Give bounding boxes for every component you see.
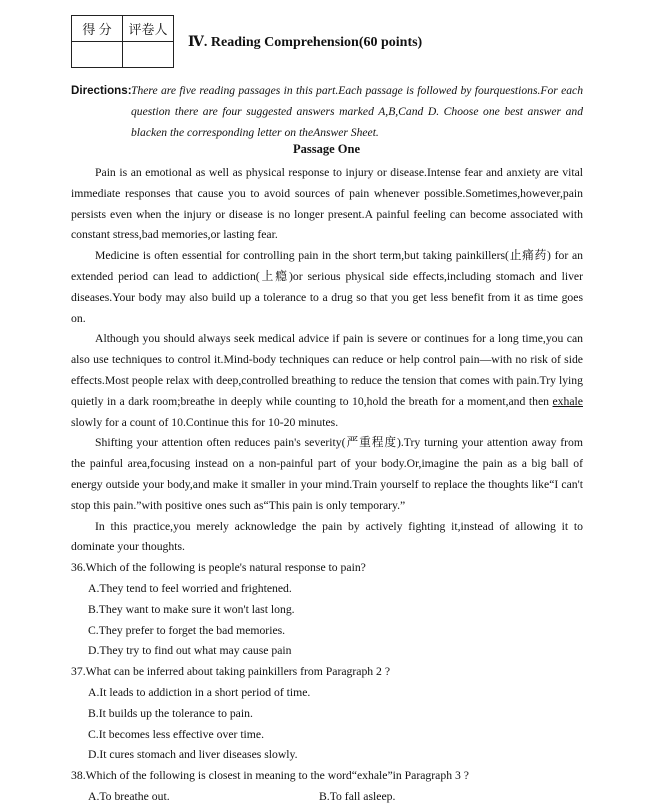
paragraph-1: Pain is an emotional as well as physical response to injury or disease.Intense fear and anxiety are vital immediate responses that cause you to avoid sources of pain whenever possible.Sometimes,however,pain persists even when the injury or disease is no longer present.A painful feeling can become associated with constant stress,bad memories,or lasting fear. <box>71 166 583 242</box>
question-38-option-a: A.To breathe out. <box>88 789 170 803</box>
score-cell <box>72 42 123 68</box>
question-37-stem: 37.What can be inferred about taking painkillers from Paragraph 2 ? <box>71 665 391 679</box>
question-36-option-c: C.They prefer to forget the bad memories. <box>88 623 286 637</box>
paragraph-3 <box>71 329 583 433</box>
paragraph-3-after: slowly for a count of 10.Continue this for 10-20 minutes. <box>71 415 339 429</box>
grader-label: 评卷人 <box>123 16 174 42</box>
question-37-option-c: C.It becomes less effective over time. <box>88 727 265 741</box>
passage-body <box>71 163 583 808</box>
question-38-options <box>71 787 583 808</box>
section-title: Ⅳ. Reading Comprehension(60 points) <box>188 35 423 50</box>
question-36-option-b: B.They want to make sure it won't last long. <box>88 602 295 616</box>
question-37-option-b: B.It builds up the tolerance to pain. <box>88 706 253 720</box>
question-37-option-a: A.It leads to addiction in a short period of time. <box>88 685 311 699</box>
paragraph-5: In this practice,you merely acknowledge the pain by actively fighting it,instead of allowing it to dominate your thoughts. <box>71 519 583 554</box>
grader-cell <box>123 42 174 68</box>
questions <box>71 558 583 808</box>
paragraph-4: Shifting your attention often reduces pain's severity(严重程度).Try turning your attention away from the painful area,focusing instead on a non-painful part of your body.Or,imagine the pain as a big ball of energy outside your body,and make it smaller in your mind.Train yourself to replace the thoughts like“I can't stop this pain.”with positive ones such as“This pain is only temporary.” <box>71 436 583 512</box>
question-38-option-b: B.To fall asleep. <box>319 789 396 803</box>
question-36-option-a: A.They tend to feel worried and frightened. <box>88 581 292 595</box>
question-36-stem: 36.Which of the following is people's natural response to pain? <box>71 561 366 575</box>
directions <box>71 80 583 143</box>
question-36-option-d: D.They try to find out what may cause pain <box>88 644 292 658</box>
question-38-stem: 38.Which of the following is closest in meaning to the word“exhale”in Paragraph 3 ? <box>71 769 469 783</box>
directions-text: There are five reading passages in this part.Each passage is followed by fourquestions.For each question there are four suggested answers marked A,B,Cand D. Choose one best answer and blacken the corresponding letter on theAnswer Sheet. <box>131 84 583 139</box>
score-box <box>71 15 174 68</box>
paragraph-2: Medicine is often essential for controlling pain in the short term,but taking painkillers(止痛药) for an extended period can lead to addiction(上瘾)or serious physical side effects,including stomach and liver diseases.Your body may also build up a tolerance to a drug so that you get less benefit from it as time goes on. <box>71 249 583 325</box>
directions-label: Directions: <box>71 84 132 97</box>
score-label: 得 分 <box>72 16 123 42</box>
underlined-word: exhale <box>552 394 583 408</box>
question-37-option-d: D.It cures stomach and liver diseases slowly. <box>88 748 298 762</box>
passage-title: Passage One <box>292 142 360 156</box>
paragraph-3-before: Although you should always seek medical advice if pain is severe or continues for a long time,you can also use techniques to control it.Mind-body techniques can reduce or help control pain—with no risk of side effects.Most people relax with deep,controlled breathing to reduce the tension that comes with pain.Try lying quietly in a dark room;breathe in deeply while counting to 10,hold the breath for a moment,and then <box>71 332 583 408</box>
